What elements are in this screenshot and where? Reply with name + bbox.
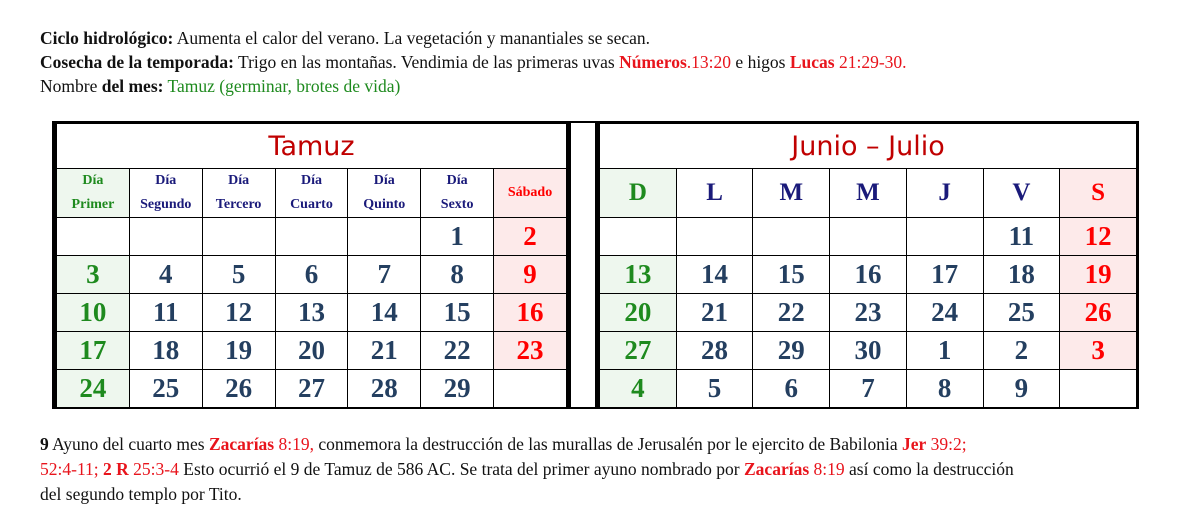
day-cell: 3	[1060, 332, 1137, 370]
week-row	[600, 370, 1137, 408]
weekday-header: L	[676, 169, 753, 218]
day-cell: 5	[676, 370, 753, 408]
ref-verse: 25:3-4	[128, 459, 179, 479]
day-cell: 26	[202, 370, 275, 408]
text: Trigo en las montañas. Vendimia de las primeras uvas	[233, 52, 620, 72]
weekday-label: Quinto	[363, 197, 406, 212]
day-cell: 6	[275, 256, 348, 294]
day-cell: 15	[753, 256, 830, 294]
weekday-header: V	[983, 169, 1060, 218]
day-cell: 11	[129, 294, 202, 332]
day-cell: 11	[983, 218, 1060, 256]
day-cell: 30	[830, 332, 907, 370]
day-cell: 4	[129, 256, 202, 294]
day-cell: 21	[676, 294, 753, 332]
ref-verse: 8:19	[809, 459, 845, 479]
weekday-header: J	[906, 169, 983, 218]
calendar-title: Junio – Julio	[600, 124, 1137, 169]
ref-book: 2 R	[103, 459, 129, 479]
ref-verse: 8:19,	[274, 434, 314, 454]
weekday-label: Segundo	[140, 197, 192, 212]
label: Ciclo hidrológico:	[40, 28, 174, 48]
weekday-label: Sábado	[507, 185, 553, 200]
day-cell: 6	[753, 370, 830, 408]
day-cell: 16	[494, 294, 567, 332]
week-row	[57, 370, 567, 408]
day-cell: 13	[600, 256, 677, 294]
weekday-header	[275, 169, 348, 218]
intro-month-name	[40, 76, 400, 97]
ref-verse: 52:4-11;	[40, 459, 104, 479]
day-cell	[753, 218, 830, 256]
t: del segundo templo por Tito.	[40, 484, 242, 504]
day-cell: 23	[830, 294, 907, 332]
weekday-header	[494, 169, 567, 218]
weekday-label: Primer	[71, 197, 115, 212]
intro-hydrological-cycle	[40, 28, 650, 49]
day-cell: 29	[421, 370, 494, 408]
note-paragraph-2	[40, 459, 1014, 480]
week-row	[57, 332, 567, 370]
ref-verse: 39:2;	[926, 434, 967, 454]
day-cell: 21	[348, 332, 421, 370]
day-cell: 19	[202, 332, 275, 370]
weekday-header	[129, 169, 202, 218]
day-cell: 18	[129, 332, 202, 370]
ref-book: Lucas	[789, 52, 835, 72]
day-cell: 12	[1060, 218, 1137, 256]
day-cell: 16	[830, 256, 907, 294]
week-row	[600, 256, 1137, 294]
ref-book: Números	[619, 52, 687, 72]
t: conmemora la destrucción de las murallas de Jerusalén por le ejercito de Babilonia	[314, 434, 902, 454]
weekday-header: S	[1060, 169, 1137, 218]
weekday-header	[348, 169, 421, 218]
day-cell: 29	[753, 332, 830, 370]
day-cell: 14	[676, 256, 753, 294]
day-cell: 27	[600, 332, 677, 370]
day-cell: 9	[494, 256, 567, 294]
day-cell	[129, 218, 202, 256]
ref-book: Zacarías	[744, 459, 810, 479]
day-cell	[348, 218, 421, 256]
day-cell: 19	[1060, 256, 1137, 294]
calendar-divider	[569, 121, 597, 409]
day-cell: 20	[600, 294, 677, 332]
weekday-header: D	[600, 169, 677, 218]
week-row	[600, 218, 1137, 256]
weekday-header: M	[753, 169, 830, 218]
ref-verse: .13:20	[686, 52, 732, 72]
day-cell: 9	[983, 370, 1060, 408]
t: Esto ocurrió el 9 de Tamuz de 586 AC. Se trata del primer ayuno nombrado por	[178, 459, 744, 479]
day-cell: 17	[906, 256, 983, 294]
weekday-label: Tercero	[215, 197, 262, 212]
day-cell: 7	[830, 370, 907, 408]
day-cell: 13	[275, 294, 348, 332]
text: e higos	[731, 52, 790, 72]
day-cell	[1060, 370, 1137, 408]
t: así como la destrucción	[844, 459, 1014, 479]
weekday-header	[57, 169, 130, 218]
day-cell: 12	[202, 294, 275, 332]
weekday-label: Día	[300, 173, 322, 188]
day-cell: 24	[57, 370, 130, 408]
week-row	[57, 218, 567, 256]
week-row	[600, 332, 1137, 370]
ref-book: Zacarías	[208, 434, 275, 454]
day-cell: 1	[906, 332, 983, 370]
weekday-label: Cuarto	[290, 197, 333, 212]
weekday-label: Día	[155, 173, 177, 188]
week-row	[57, 256, 567, 294]
day-cell: 8	[906, 370, 983, 408]
text: Aumenta el calor del verano. La vegetación y manantiales se secan.	[173, 28, 651, 48]
day-cell: 2	[494, 218, 567, 256]
day-cell: 28	[348, 370, 421, 408]
ref-book: Jer	[901, 434, 927, 454]
t: Ayuno del cuarto mes	[48, 434, 209, 454]
day-cell: 22	[753, 294, 830, 332]
day-cell: 4	[600, 370, 677, 408]
month-meaning: Tamuz (germinar, brotes de vida)	[163, 76, 401, 96]
day-cell: 5	[202, 256, 275, 294]
day-cell	[275, 218, 348, 256]
intro-harvest	[40, 52, 907, 73]
weekday-label: Día	[373, 173, 395, 188]
note-paragraph-3	[40, 484, 242, 505]
day-cell	[830, 218, 907, 256]
day-cell	[202, 218, 275, 256]
day-cell	[600, 218, 677, 256]
day-cell: 20	[275, 332, 348, 370]
weekday-label: Día	[446, 173, 468, 188]
day-cell: 7	[348, 256, 421, 294]
day-cell: 17	[57, 332, 130, 370]
week-row	[600, 294, 1137, 332]
calendar-title: Tamuz	[57, 124, 567, 169]
day-cell: 10	[57, 294, 130, 332]
day-cell: 27	[275, 370, 348, 408]
day-cell: 22	[421, 332, 494, 370]
weekday-header	[421, 169, 494, 218]
weekday-header	[202, 169, 275, 218]
gregorian-calendar	[597, 121, 1139, 409]
day-cell: 18	[983, 256, 1060, 294]
day-cell: 14	[348, 294, 421, 332]
day-cell: 25	[983, 294, 1060, 332]
note-paragraph	[40, 434, 967, 455]
weekday-header: M	[830, 169, 907, 218]
day-cell: 8	[421, 256, 494, 294]
t: 9	[40, 434, 49, 454]
day-cell: 15	[421, 294, 494, 332]
day-cell: 3	[57, 256, 130, 294]
day-cell	[57, 218, 130, 256]
day-cell: 2	[983, 332, 1060, 370]
day-cell	[676, 218, 753, 256]
weekday-label: Día	[82, 173, 104, 188]
day-cell: 24	[906, 294, 983, 332]
day-cell: 25	[129, 370, 202, 408]
text: Nombre	[40, 76, 102, 96]
day-cell: 23	[494, 332, 567, 370]
ref-verse: 21:29-30.	[834, 52, 907, 72]
day-cell	[906, 218, 983, 256]
day-cell: 26	[1060, 294, 1137, 332]
day-cell: 28	[676, 332, 753, 370]
weekday-label: Sexto	[440, 197, 474, 212]
day-cell: 1	[421, 218, 494, 256]
weekday-label: Día	[228, 173, 250, 188]
day-cell	[494, 370, 567, 408]
label: Cosecha de la temporada:	[40, 52, 234, 72]
label: del mes:	[101, 76, 164, 96]
hebrew-calendar	[54, 121, 569, 409]
week-row	[57, 294, 567, 332]
